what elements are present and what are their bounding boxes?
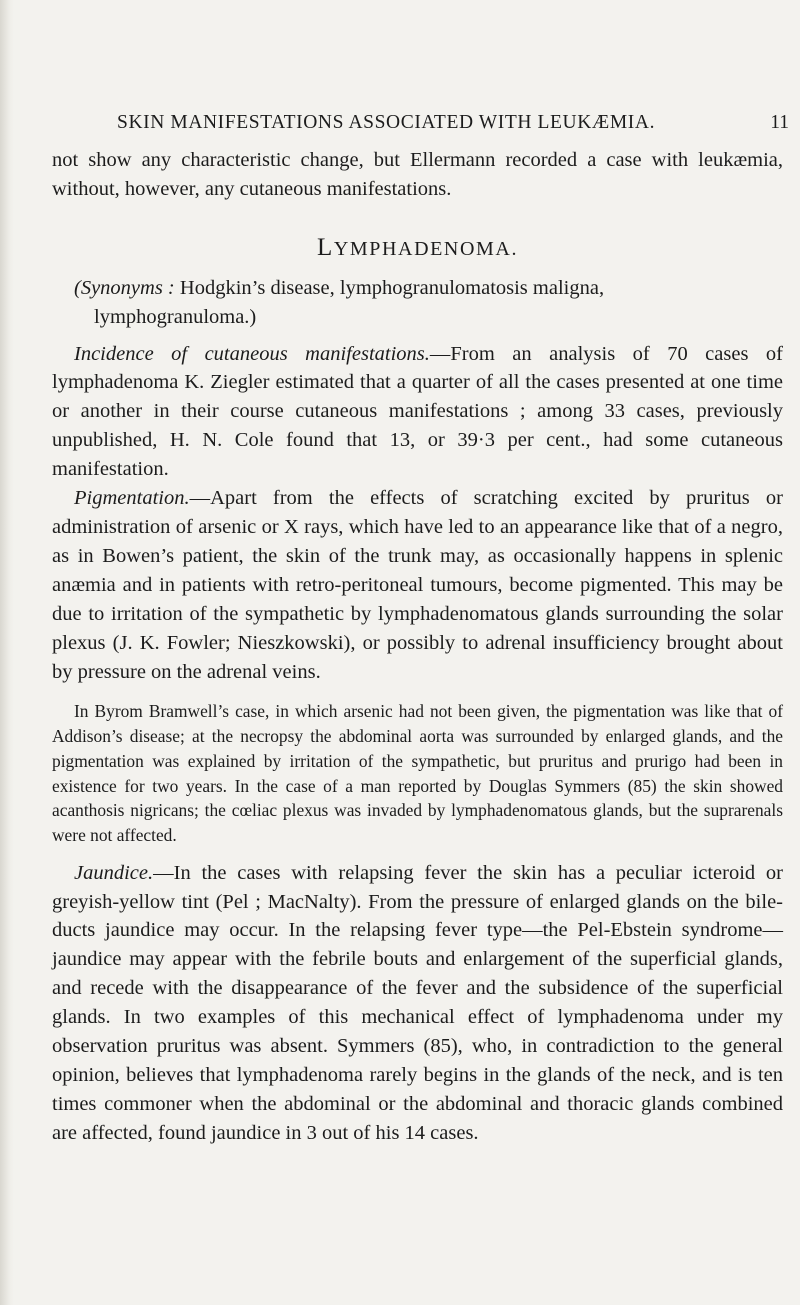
incidence-text: —From an analysis of 70 cases of lymphadenoma K. Ziegler estimated that a quarter of all the cases presented at one time or another in their course cutaneous manifestations ; among 33 cases, previously unpublished, H. N. Cole found that 13, or 39·3 per cent., had some cutaneous manifestation. (52, 342, 783, 481)
incidence-lead: Incidence of cutaneous manifestations. (74, 342, 430, 365)
pigmentation-lead: Pigmentation. (74, 487, 190, 510)
page-gutter-shadow (0, 0, 14, 1305)
pigmentation-text: —Apart from the effects of scratching excited by pruritus or administration of arsenic or X rays, which have led to an appearance like that of a negro, as in Bowen’s patient, the skin of the trunk may, as occasionally happens in splenic anæmia and in patients with retro-peritoneal tumours, become pigmented. This may be due to irritation of the sympathetic by lymphadenomatous glands surrounding the solar plexus (J. K. Fowler; Nieszkowski), or possibly to adrenal insufficiency brought about by pressure on the adrenal veins. (52, 487, 783, 683)
incidence-paragraph (52, 340, 783, 485)
jaundice-paragraph (52, 859, 783, 1148)
jaundice-lead: Jaundice. (74, 861, 154, 884)
jaundice-text: —In the cases with relapsing fever the skin has a peculiar icteroid or greyish-yellow tint (Pel ; MacNalty). From the pressure of enlarged glands on the bile-ducts jaundice may occur. In the relapsing fever type—the Pel-Ebstein syndrome—jaundice may appear with the febrile bouts and enlargement of the superficial glands, and recede with the disappearance of the fever and the subsidence of the superficial glands. In two examples of this mechanical effect of lymphadenoma under my observation pruritus was absent. Symmers (85), who, in contradiction to the general opinion, believes that lymphadenoma rarely begins in the glands of the neck, and is ten times commoner when the abdominal or the abdominal and thoracic glands combined are affected, found jaundice in 3 out of his 14 cases. (52, 861, 783, 1144)
paragraph-continuation: not show any characteristic change, but Ellermann recorded a case with leukæmia, without, however, any cutaneous manifestations. (52, 149, 783, 200)
section-heading (52, 234, 783, 264)
case-note-small-print: In Byrom Bramwell’s case, in which arsenic had not been given, the pigmentation was like that of Addison’s disease; at the necropsy the abdominal aorta was surrounded by enlarged glands, and the pigmentation was explained by irritation of the sympathetic, but pruritus and prurigo had been in existence for two years. In the case of a man reported by Douglas Symmers (85) the skin showed acanthosis nigricans; the cœliac plexus was invaded by lymphadenomatous glands, but the suprarenals were not affected. (52, 701, 783, 845)
synonyms-text-line1: Hodgkin’s disease, lymphogranulomatosis maligna, (174, 276, 605, 299)
synonyms-label: (Synonyms : (74, 276, 175, 299)
synonyms-paragraph (52, 274, 783, 332)
page-body (52, 146, 783, 1148)
heading-initial: L (316, 233, 334, 261)
page-number: 11 (770, 112, 789, 133)
running-header (117, 112, 797, 134)
heading-rest: YMPHADENOMA. (333, 237, 519, 260)
pigmentation-paragraph (52, 484, 783, 686)
running-title: SKIN MANIFESTATIONS ASSOCIATED WITH LEUKÆMIA. (117, 112, 656, 133)
synonyms-text-line2: lymphogranuloma.) (94, 305, 257, 328)
